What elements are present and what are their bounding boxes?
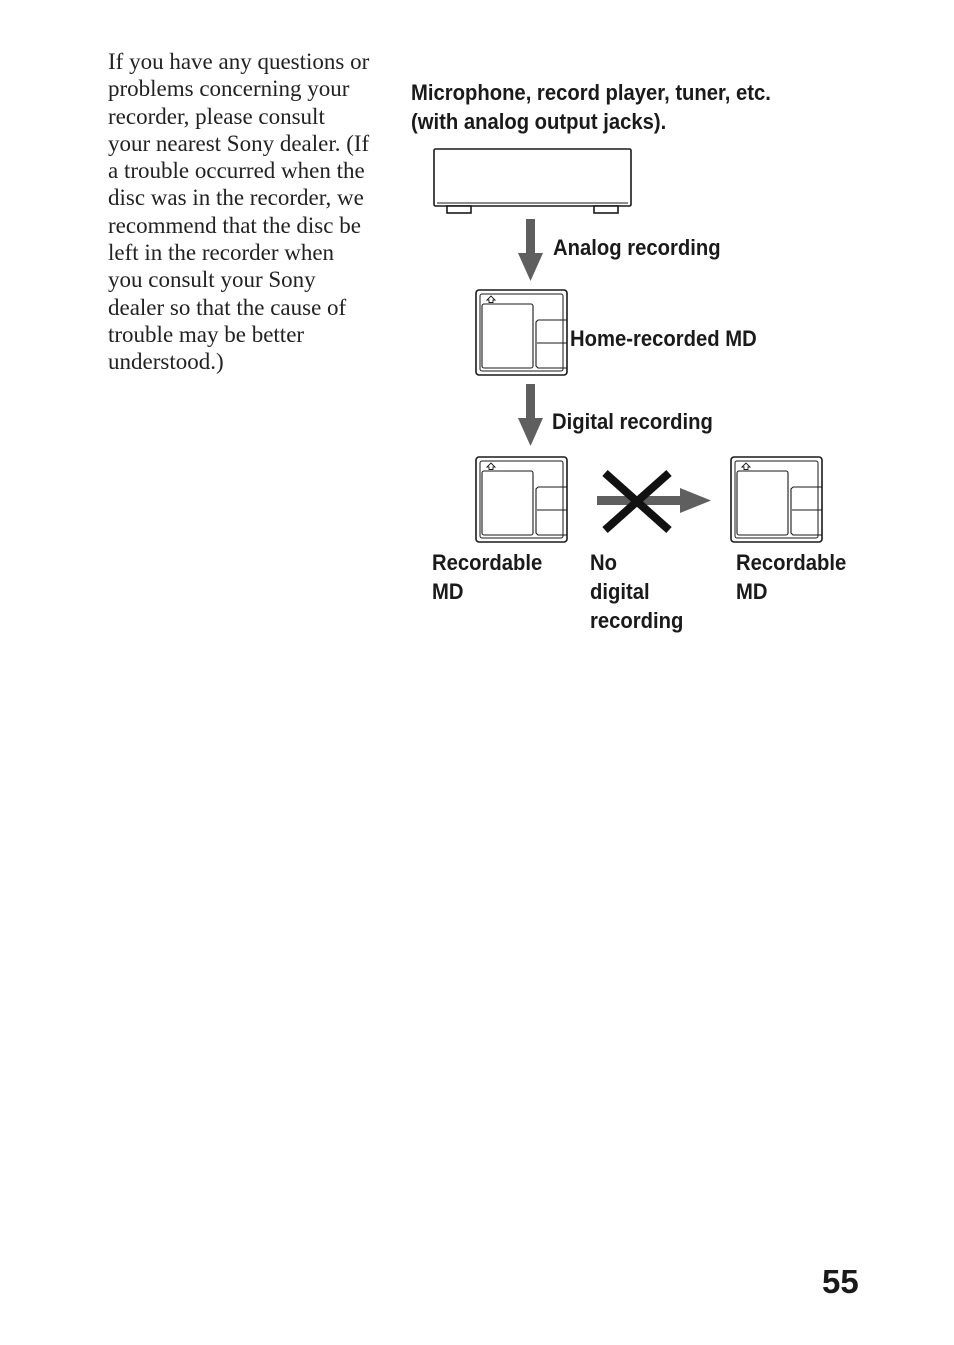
diagram-heading-line-1: Microphone, record player, tuner, etc. <box>411 80 771 105</box>
body-line: trouble may be better <box>108 321 305 347</box>
copy-arrow-icon <box>597 488 711 513</box>
recordable-md-right-icon <box>731 457 822 542</box>
home-recorded-md-label: Home-recorded MD <box>570 326 757 351</box>
home-recorded-md-icon <box>476 290 567 375</box>
recordable-md-left-icon <box>476 457 567 542</box>
digital-arrow-icon <box>518 384 543 446</box>
body-line: your nearest Sony dealer. (If <box>108 130 370 156</box>
no-digital-recording-label-line-2: digital <box>590 579 650 604</box>
diagram-heading-line-2: (with analog output jacks). <box>411 109 667 134</box>
body-line: recommend that the disc be <box>108 212 361 238</box>
recordable-md-left-label-line-1: Recordable <box>432 550 543 575</box>
recordable-md-left-label-line-2: MD <box>432 579 464 604</box>
recordable-md-left-label <box>432 548 542 606</box>
page-number: 55 <box>822 1263 859 1300</box>
body-line: If you have any questions or <box>108 49 370 74</box>
body-line: disc was in the recorder, we <box>108 185 364 211</box>
analog-recording-label: Analog recording <box>553 235 721 260</box>
analog-arrow-icon <box>518 219 543 281</box>
recordable-md-right-label-line-2: MD <box>736 579 768 604</box>
no-digital-recording-label-line-1: No <box>590 550 617 575</box>
audio-device-icon <box>434 149 631 213</box>
no-digital-recording-label-line-3: recording <box>590 608 684 633</box>
body-line: left in the recorder when <box>108 240 335 266</box>
body-line: you consult your Sony <box>108 267 316 293</box>
body-line: a trouble occurred when the <box>108 158 365 184</box>
recordable-md-right-label-line-1: Recordable <box>736 550 847 575</box>
body-line: dealer so that the cause of <box>108 294 347 320</box>
no-digital-recording-label <box>590 548 683 635</box>
body-line: recorder, please consult <box>108 103 325 129</box>
body-line: problems concerning your <box>108 76 350 102</box>
digital-recording-label: Digital recording <box>552 409 713 434</box>
recordable-md-right-label <box>736 548 846 606</box>
body-line: understood.) <box>108 349 224 375</box>
